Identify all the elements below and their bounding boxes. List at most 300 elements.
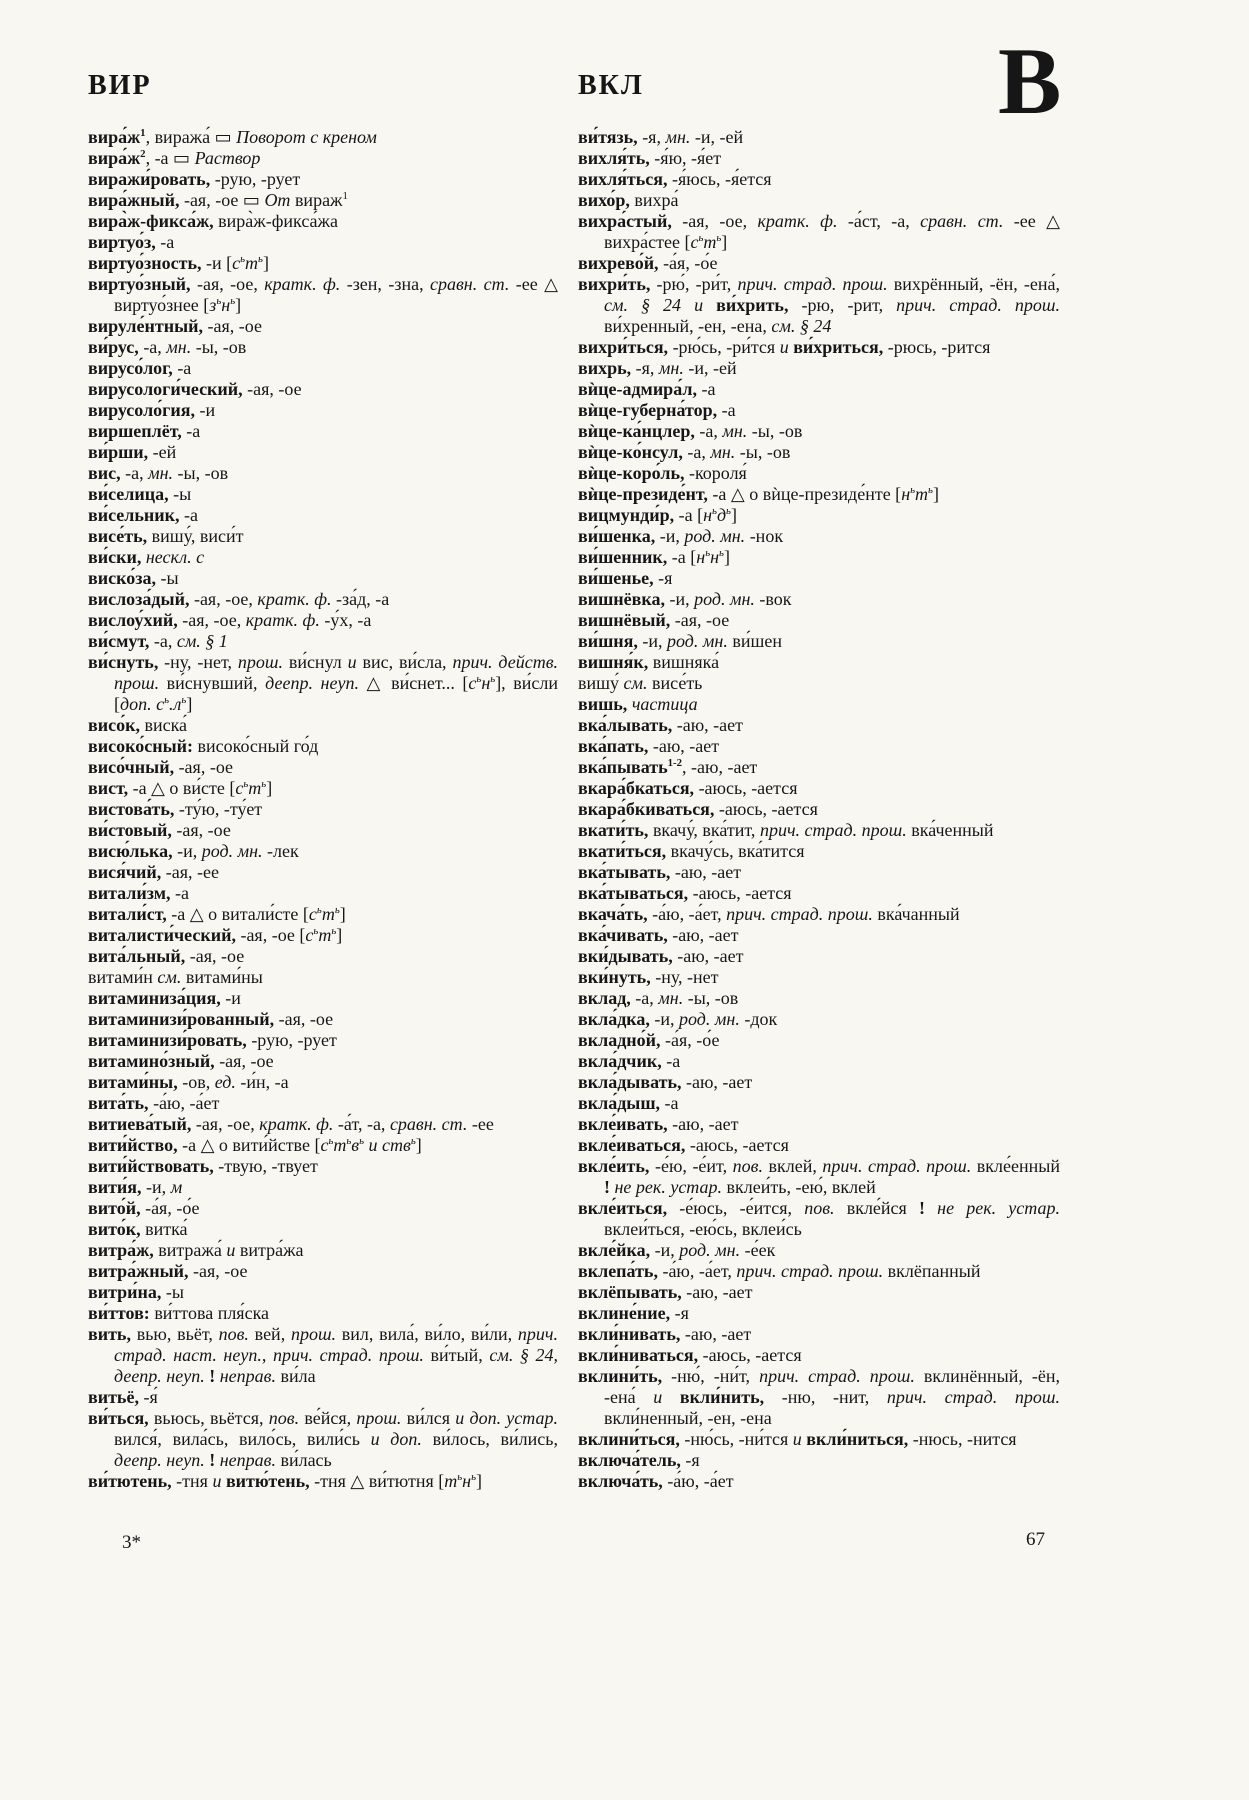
- entry-segment: -аю, -ает: [667, 925, 739, 945]
- entry-segment: ]: [730, 505, 737, 525]
- dictionary-entry: [88, 421, 558, 442]
- dictionary-entry: [578, 1366, 1060, 1429]
- entry-segment: -ы, -ов: [735, 442, 791, 462]
- entry-segment: вихо́р,: [578, 190, 630, 210]
- entry-segment: -рю, -рит,: [788, 295, 897, 315]
- entry-segment: -нюсь, -нится: [908, 1429, 1017, 1449]
- dictionary-entry: [88, 484, 558, 505]
- entry-segment: кратк. ф.: [757, 211, 838, 231]
- entry-segment: -а,: [120, 463, 149, 483]
- entry-segment: -е́юсь, -е́ится,: [667, 1198, 805, 1218]
- entry-segment: доп. с: [120, 694, 165, 714]
- entry-segment: род. мн.: [667, 631, 728, 651]
- dictionary-entry: [88, 127, 558, 148]
- entry-segment: т: [245, 253, 259, 273]
- entry-segment: вируле́нтный,: [88, 316, 204, 336]
- entry-segment: и: [779, 337, 789, 357]
- entry-segment: -аюсь, -ается: [698, 1345, 802, 1365]
- entry-segment: 1: [140, 127, 146, 139]
- dictionary-entry: [88, 610, 558, 631]
- dictionary-entry: [578, 883, 1060, 904]
- entry-segment: вихля́ться,: [578, 169, 668, 189]
- entry-segment: вкача́ть,: [578, 904, 648, 924]
- dictionary-entry: [578, 1324, 1060, 1345]
- entry-segment: вей,: [248, 1324, 291, 1344]
- entry-segment: вити́йствовать,: [88, 1156, 214, 1176]
- dictionary-entry: [578, 358, 1060, 379]
- dictionary-entry: [88, 1240, 558, 1261]
- entry-segment: вить,: [88, 1324, 131, 1344]
- dictionary-entry: [88, 967, 558, 988]
- entry-segment: -а,: [149, 631, 177, 651]
- entry-segment: -а́ю, -а́ет,: [657, 1261, 737, 1281]
- entry-segment: ]: [336, 925, 343, 945]
- entry-segment: -ая, -ее: [161, 862, 219, 882]
- entry-segment: ь: [490, 673, 496, 685]
- entry-segment: ви́сельник,: [88, 505, 180, 525]
- entry-segment: неправ.: [219, 1366, 276, 1386]
- entry-segment: вкати́ться,: [578, 841, 667, 861]
- entry-segment: -и [: [201, 253, 233, 273]
- entry-segment: 1-2: [667, 757, 683, 769]
- entry-segment: !: [209, 1450, 216, 1470]
- dictionary-entry: [578, 631, 1060, 652]
- dictionary-entry: [578, 1198, 1060, 1240]
- entry-segment: вкара́бкиваться,: [578, 799, 715, 819]
- dictionary-entry: [578, 547, 1060, 568]
- entry-segment: -ы: [168, 484, 192, 504]
- entry-segment: ви́ться,: [88, 1408, 149, 1428]
- entry-segment: см. § 1: [176, 631, 228, 651]
- dictionary-entry: [88, 1093, 558, 1114]
- entry-segment: включа́ть,: [578, 1471, 663, 1491]
- entry-segment: вклёпанный: [883, 1261, 981, 1281]
- entry-segment: прич. страд. прош.: [759, 1366, 915, 1386]
- entry-segment: ви́ски,: [88, 547, 142, 567]
- entry-segment: ь: [243, 778, 249, 790]
- dictionary-entry: [578, 1282, 1060, 1303]
- dictionary-entry: [88, 169, 558, 190]
- entry-segment: ви́лось, ви́лись,: [421, 1429, 558, 1449]
- entry-segment: -ая, -ое: [185, 946, 245, 966]
- entry-segment: вкле́иться,: [578, 1198, 668, 1218]
- entry-segment: -короля́: [684, 463, 747, 483]
- dictionary-entry: [88, 253, 558, 274]
- entry-segment: витиева́тый,: [88, 1114, 192, 1134]
- entry-segment: ь: [346, 1135, 352, 1147]
- entry-segment: вкли́ниваться,: [578, 1345, 699, 1365]
- entry-segment: -зен, -зна,: [340, 274, 430, 294]
- dictionary-entry: [88, 736, 558, 757]
- entry-segment: -и,: [664, 589, 695, 609]
- entry-segment: ви́ла: [275, 1366, 316, 1386]
- entry-segment: пов.: [732, 1156, 763, 1176]
- entry-segment: витали́зм,: [88, 883, 171, 903]
- entry-segment: -тня △ ви́тютня [: [309, 1471, 445, 1491]
- entry-segment: -ню́, -ни́т,: [662, 1366, 760, 1386]
- entry-segment: -а: [660, 1093, 679, 1113]
- entry-segment: висо́чный,: [88, 757, 175, 777]
- entry-segment: -и,: [649, 1009, 680, 1029]
- entry-segment: -ту́ю, -ту́ет: [174, 799, 263, 819]
- entry-segment: ви́рус,: [88, 337, 139, 357]
- dictionary-entry: [88, 316, 558, 337]
- entry-segment: -ая, -ое ▭: [179, 190, 265, 210]
- dictionary-entry: [578, 1450, 1060, 1471]
- entry-segment: включа́тель,: [578, 1450, 681, 1470]
- entry-segment: -аюсь, -ается: [694, 778, 798, 798]
- entry-segment: -а △ о вѝце-президе́нте [: [707, 484, 902, 504]
- entry-segment: прич. страд. прош.: [759, 820, 907, 840]
- entry-segment: виражи́ровать,: [88, 169, 211, 189]
- entry-segment: висе́ть,: [88, 526, 148, 546]
- entry-segment: -и,: [141, 1177, 171, 1197]
- entry-segment: ]: [266, 778, 273, 798]
- entry-segment: -е́ек: [740, 1240, 776, 1260]
- entry-segment: прич. страд. прош.: [272, 1345, 424, 1365]
- dictionary-entry: [88, 211, 558, 232]
- entry-segment: -аю, -ает: [672, 946, 744, 966]
- dictionary-entry: [578, 463, 1060, 484]
- entry-segment: -ы, -ов: [683, 988, 739, 1008]
- entry-segment: прич. страд. прош.: [736, 1261, 884, 1281]
- entry-segment: вкачу́, вка́тит,: [648, 820, 760, 840]
- dictionary-entry: [578, 841, 1060, 862]
- entry-segment: вихра́стый,: [578, 211, 672, 231]
- entry-segment: ь: [928, 484, 933, 496]
- dictionary-entry: [88, 1387, 558, 1408]
- entry-segment: -ы: [155, 568, 179, 588]
- entry-segment: витаминиза́ция,: [88, 988, 221, 1008]
- dictionary-entry: [88, 1303, 558, 1324]
- entry-segment: ь: [261, 778, 267, 790]
- entry-segment: вити́йство,: [88, 1135, 178, 1155]
- entry-segment: и: [792, 1429, 802, 1449]
- entry-segment: прич. страд. прош.: [726, 904, 873, 924]
- entry-segment: вира́ж: [88, 148, 141, 168]
- entry-segment: вка́ченный: [906, 820, 994, 840]
- entry-segment: вѝце-ка́нцлер,: [578, 421, 695, 441]
- entry-segment: вишняка́: [648, 652, 720, 672]
- entry-segment: ь: [334, 904, 340, 916]
- dictionary-entry: [578, 1009, 1060, 1030]
- dictionary-entry: [578, 1345, 1060, 1366]
- dictionary-entry: [578, 190, 1060, 211]
- entry-segment: и: [347, 652, 357, 672]
- entry-segment: вклепа́ть,: [578, 1261, 658, 1281]
- entry-segment: -аю, -ает: [681, 1072, 753, 1092]
- entry-segment: -ая, -ое: [274, 1009, 334, 1029]
- entry-segment: вихрённый, -ён, -ена́,: [887, 274, 1060, 294]
- dictionary-entry: [578, 673, 1060, 694]
- section-letter: В: [998, 28, 1062, 134]
- entry-segment: и: [368, 1135, 378, 1155]
- entry-segment: витьё,: [88, 1387, 139, 1407]
- entry-segment: мн.: [658, 988, 684, 1008]
- dictionary-entry: [578, 505, 1060, 526]
- entry-segment: 1: [342, 190, 348, 202]
- entry-segment: вишь,: [578, 694, 628, 714]
- entry-segment: род. мн.: [684, 526, 746, 546]
- entry-segment: вистова́ть,: [88, 799, 175, 819]
- entry-segment: и доп. устар.: [455, 1408, 558, 1428]
- entry-segment: прич. страд. наст. неуп.: [114, 1324, 558, 1365]
- dictionary-entry: [88, 1261, 558, 1282]
- entry-segment: ви́шен: [727, 631, 782, 651]
- entry-segment: нескл. с: [145, 547, 205, 567]
- entry-segment: витра́ж,: [88, 1240, 154, 1260]
- entry-segment: вѝце-президе́нт,: [578, 484, 708, 504]
- dictionary-entry: [578, 736, 1060, 757]
- dictionary-entry: [578, 400, 1060, 421]
- entry-segment: вирусологи́ческий,: [88, 379, 243, 399]
- entry-segment: ь: [331, 925, 337, 937]
- dictionary-entry: [578, 652, 1060, 673]
- entry-segment: не рек. устар.: [614, 1177, 723, 1197]
- entry-segment: висю́лька,: [88, 841, 173, 861]
- entry-segment: -я: [680, 1450, 700, 1470]
- entry-segment: ь: [410, 1135, 416, 1147]
- entry-segment: деепр. неуп.: [114, 1450, 205, 1470]
- entry-segment: вито́к,: [88, 1219, 141, 1239]
- entry-segment: -а,: [630, 988, 659, 1008]
- entry-segment: с: [320, 1135, 329, 1155]
- dictionary-entry: [578, 421, 1060, 442]
- dictionary-entry: [578, 169, 1060, 190]
- entry-segment: виртуо́з,: [88, 232, 156, 252]
- entry-segment: вкладно́й,: [578, 1030, 661, 1050]
- entry-segment: -а △ о витали́сте [: [166, 904, 309, 924]
- dictionary-entry: [88, 379, 558, 400]
- entry-segment: -аюсь, -ается: [685, 1135, 789, 1155]
- entry-segment: витража́: [153, 1240, 227, 1260]
- dictionary-entry: [578, 925, 1060, 946]
- entry-segment: ед.: [214, 1072, 236, 1092]
- entry-segment: витами́н: [88, 967, 158, 987]
- entry-segment: род. мн.: [679, 1009, 740, 1029]
- entry-segment: вка́пать,: [578, 736, 649, 756]
- entry-segment: витри́на,: [88, 1282, 162, 1302]
- entry-segment: ]: [721, 232, 728, 252]
- dictionary-entry: [578, 1261, 1060, 1282]
- entry-segment: ви́ттова пля́ска: [149, 1303, 270, 1323]
- entry-segment: сравн. ст.: [389, 1114, 468, 1134]
- entry-segment: мн.: [665, 127, 691, 147]
- entry-segment: ]: [415, 1135, 422, 1155]
- entry-segment: вкла́дчик,: [578, 1051, 662, 1071]
- dictionary-entry: [88, 1114, 558, 1135]
- dictionary-entry: [578, 1471, 1060, 1492]
- entry-segment: вихри́ть,: [578, 274, 651, 294]
- entry-segment: -а [: [667, 547, 697, 567]
- entry-segment: ь: [698, 232, 704, 244]
- entry-segment: -ее △ вихра́стее [: [604, 211, 1060, 252]
- dictionary-entry: [88, 715, 558, 736]
- entry-segment: вира̀ж-фикса́жа: [213, 211, 338, 231]
- entry-segment: -я́юсь, -я́ется: [667, 169, 772, 189]
- entry-segment: ви́тый,: [423, 1345, 490, 1365]
- entry-segment: ь: [313, 925, 319, 937]
- dictionary-entry: [88, 1408, 558, 1471]
- dictionary-entry: [578, 778, 1060, 799]
- entry-segment: ь: [258, 253, 263, 265]
- dictionary-entry: [578, 946, 1060, 967]
- entry-segment: вихрь,: [578, 358, 632, 378]
- dictionary-entry: [578, 799, 1060, 820]
- entry-segment: -ню́сь, -ни́тся: [679, 1429, 793, 1449]
- entry-segment: виско́за,: [88, 568, 156, 588]
- entry-segment: ]: [476, 1471, 483, 1491]
- entry-segment: -я,: [637, 127, 666, 147]
- entry-segment: -а △ о ви́сте [: [128, 778, 236, 798]
- entry-segment: -а́я, -о́е: [140, 1198, 200, 1218]
- entry-segment: вися́чий,: [88, 862, 162, 882]
- entry-segment: -а́ю, -а́ет: [662, 1471, 734, 1491]
- entry-segment: -ну, -нет,: [158, 652, 238, 672]
- entry-segment: витами́ны,: [88, 1072, 178, 1092]
- entry-segment: вѝце-адмира́л,: [578, 379, 697, 399]
- dictionary-entry: [88, 1009, 558, 1030]
- entry-segment: ь: [457, 1471, 463, 1483]
- entry-segment: ви́шенник,: [578, 547, 668, 567]
- entry-segment: вкли́нить,: [662, 1387, 765, 1407]
- entry-segment: ь: [712, 505, 717, 517]
- entry-segment: виртуо́зность,: [88, 253, 202, 273]
- dictionary-entry: [578, 484, 1060, 505]
- entry-segment: 2: [140, 148, 146, 160]
- dictionary-entry: [88, 904, 558, 925]
- entry-segment: -аю, -ает: [670, 862, 742, 882]
- entry-segment: ь: [316, 904, 322, 916]
- entry-segment: ]: [339, 904, 346, 924]
- entry-segment: н: [710, 547, 720, 567]
- entry-segment: -нок: [745, 526, 784, 546]
- page-number: 67: [1026, 1529, 1045, 1550]
- entry-segment: ,: [261, 1345, 273, 1365]
- entry-segment: т: [444, 1471, 458, 1491]
- dictionary-entry: [88, 547, 558, 568]
- entry-segment: вира̀ж-фикса́ж,: [88, 211, 214, 231]
- entry-segment: вирусо́лог,: [88, 358, 173, 378]
- entry-segment: вихля́ть,: [578, 148, 650, 168]
- entry-segment: вихрево́й,: [578, 253, 659, 273]
- entry-segment: вкачу́сь, вка́тится: [666, 841, 805, 861]
- dictionary-entry: [578, 610, 1060, 631]
- entry-segment: мн.: [166, 337, 192, 357]
- dictionary-entry: [88, 1156, 558, 1177]
- entry-segment: -а́я, -о́е: [660, 1030, 720, 1050]
- entry-segment: вклей,: [762, 1156, 823, 1176]
- dictionary-entry: [578, 1135, 1060, 1156]
- entry-segment: ь: [181, 694, 187, 706]
- dictionary-entry: [88, 190, 558, 211]
- entry-segment: ви́хриться,: [788, 337, 884, 357]
- running-head-left: ВИР: [88, 70, 152, 101]
- entry-segment: витка́: [140, 1219, 188, 1239]
- entry-segment: -рую, -рует: [210, 169, 301, 189]
- entry-segment: т: [915, 484, 929, 504]
- entry-segment: вьюсь, вьётся,: [148, 1408, 269, 1428]
- entry-segment: витю́тень,: [221, 1471, 310, 1491]
- entry-segment: вира́жный,: [88, 190, 180, 210]
- entry-segment: -док: [739, 1009, 778, 1029]
- entry-segment: -а: [170, 883, 190, 903]
- dictionary-entry: [578, 715, 1060, 736]
- entry-segment: вихра́: [629, 190, 679, 210]
- dictionary-entry: [578, 127, 1060, 148]
- entry-segment: ви́хрить,: [703, 295, 789, 315]
- entry-segment: -я,: [631, 358, 659, 378]
- entry-segment: вислоза́дый,: [88, 589, 190, 609]
- entry-segment: прош.: [237, 652, 283, 672]
- entry-segment: -за́д, -а: [331, 589, 390, 609]
- dictionary-entry: [578, 967, 1060, 988]
- entry-segment: -ее: [467, 1114, 494, 1134]
- entry-segment: вклинённый, -ён, -ена́: [604, 1366, 1060, 1407]
- entry-segment: вишу́, виси́т: [147, 526, 244, 546]
- dictionary-entry: [88, 1282, 558, 1303]
- dictionary-entry: [88, 820, 558, 841]
- entry-segment: вѝце-губерна́тор,: [578, 400, 718, 420]
- entry-segment: вился́, вила́сь, вило́сь, вили́сь: [114, 1429, 371, 1449]
- entry-segment: -ая, -ое,: [177, 610, 246, 630]
- entry-segment: ви́стовый,: [88, 820, 172, 840]
- entry-segment: с: [308, 904, 317, 924]
- dictionary-entry: [578, 694, 1060, 715]
- entry-segment: ви́снувший,: [159, 673, 266, 693]
- dictionary-entry: [88, 442, 558, 463]
- entry-segment: н: [221, 295, 231, 315]
- entry-segment: вью, вьёт,: [130, 1324, 219, 1344]
- entry-segment: -ая, -ое: [174, 757, 234, 777]
- entry-segment: -а: [179, 505, 199, 525]
- dictionary-entry: [88, 841, 558, 862]
- entry-segment: -а,: [682, 442, 711, 462]
- entry-segment: род. мн.: [201, 841, 263, 861]
- entry-segment: -и,: [655, 526, 685, 546]
- entry-segment: ви́шенка,: [578, 526, 656, 546]
- entry-segment: род. мн.: [694, 589, 755, 609]
- entry-segment: ]: [723, 547, 730, 567]
- entry-segment: см. § 24,: [489, 1345, 559, 1365]
- entry-segment: ь: [240, 253, 246, 265]
- entry-segment: ь: [359, 1135, 365, 1147]
- entry-segment: От: [264, 190, 291, 210]
- entry-segment: -а: [717, 400, 736, 420]
- entry-segment: д: [716, 505, 727, 525]
- entry-segment: вити́я,: [88, 1177, 142, 1197]
- entry-segment: вклеи́ться, -ею́сь, вклеи́сь: [604, 1219, 802, 1239]
- entry-segment: ь: [476, 673, 482, 685]
- entry-segment: вклини́ться,: [578, 1429, 680, 1449]
- dictionary-entry: [578, 1093, 1060, 1114]
- entry-segment: ви́снуть,: [88, 652, 159, 672]
- entry-segment: н: [901, 484, 911, 504]
- entry-segment: -я: [670, 1303, 689, 1323]
- entry-segment: ви́тютень,: [88, 1471, 172, 1491]
- entry-segment: вкле́ивать,: [578, 1114, 668, 1134]
- entry-segment: виска́: [139, 715, 188, 735]
- dictionary-entry: [578, 1429, 1060, 1450]
- entry-segment: ви́тязь,: [578, 127, 638, 147]
- entry-segment: деепр. неуп.: [114, 1366, 205, 1386]
- entry-segment: кратк. ф.: [264, 274, 341, 294]
- entry-segment: -тня: [171, 1471, 213, 1491]
- entry-segment: -аю, -ает: [648, 736, 720, 756]
- entry-segment: вка́тывать,: [578, 862, 671, 882]
- dictionary-entry: [88, 1219, 558, 1240]
- entry-segment: виталисти́ческий,: [88, 925, 236, 945]
